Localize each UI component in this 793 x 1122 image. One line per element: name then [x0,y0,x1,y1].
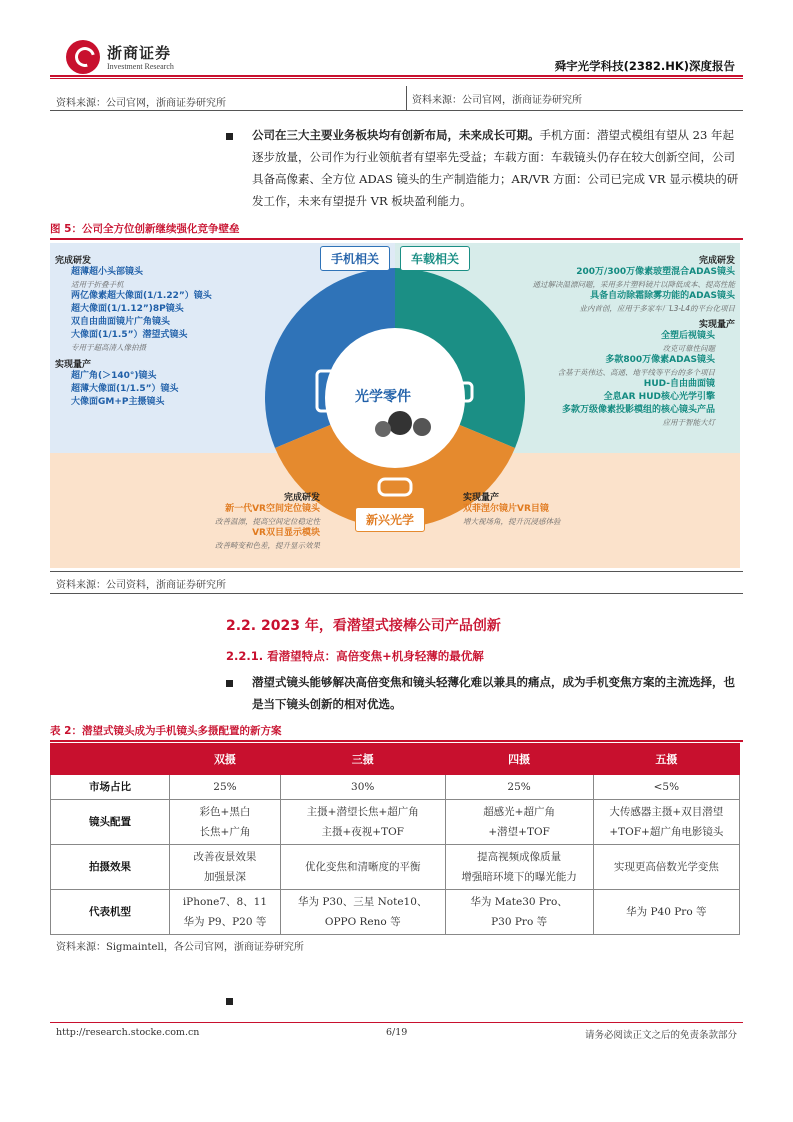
bullet-icon [226,133,233,140]
list-item: 200万/300万像素玻塑混合ADAS镜头 [576,267,735,277]
table-cell: 改善夜景效果 加强景深 [170,845,281,890]
new-optics-right [463,490,663,527]
list-item: 全息AR HUD核心光学引擎 [603,392,715,402]
figure-source: 资料来源：公司资料，浙商证券研究所 [56,580,226,591]
list-item-note: 专用于超高清人像拍摄 [71,343,146,352]
list-item-note: 通过解决温漂问题，采用多片塑料镜片以降低成本、提高性能 [532,280,735,289]
list-item-note: 应用于智能大灯 [662,418,715,427]
table-cell: iPhone7、8、11 华为 P9、P20 等 [170,890,281,935]
list-item: 超薄大像面(1/1.5”）镜头 [71,384,179,394]
list-item: 超大像面(1/1.12”)8P镜头 [71,304,184,314]
table-row-label: 市场占比 [51,775,170,800]
page-number: 6/19 [386,1027,408,1038]
list-item-note: 增大视场角，提升沉浸感体验 [463,517,561,526]
footer-divider [50,1022,743,1023]
list-item: 大像面(1/1.5”）潜望式镜头 [71,330,188,340]
bullet-icon [226,680,233,687]
table-header-cell: 双摄 [170,744,281,775]
section-heading: 2.2. 2023 年，看潜望式接棒公司产品创新 [226,618,501,634]
list-item: 超薄超小头部镜头 [71,267,144,277]
bullet-icon [226,998,233,1005]
divider [50,110,743,111]
list-item-note: 适用于折叠手机 [71,280,124,289]
table-cell: 华为 Mate30 Pro、 P30 Pro 等 [445,890,593,935]
table-row-label: 代表机型 [51,890,170,935]
divider [50,593,743,594]
footer-url[interactable]: http://research.stocke.com.cn [56,1027,200,1038]
footer-disclaimer: 请务必阅读正文之后的免责条款部分 [584,1030,737,1041]
table-row [51,890,740,935]
table-cell: 30% [280,775,445,800]
intro-bold: 公司在三大主要业务板块均有创新布局，未来成长可期。 [252,128,540,142]
table-cell: 25% [445,775,593,800]
header-divider-thin [50,78,743,79]
phone-h2: 实现量产 [55,360,92,370]
list-item-note: 改善温漂，提高空间定位稳定性 [215,517,320,526]
subsection-heading: 2.2.1. 看潜望特点：高倍变焦+机身轻薄的最优解 [226,649,484,663]
intro-paragraph [252,124,740,212]
phone-text [55,253,305,409]
tab-new-optics: 新兴光学 [355,507,425,532]
table-header-row [51,744,740,775]
table-source: 资料来源：Sigmaintell，各公司官网，浙商证券研究所 [56,942,304,953]
table-cell: 优化变焦和清晰度的平衡 [280,845,445,890]
intro-text: 手机方面：潜望式模组有望从 23 年起逐步放量，公司作为行业领航者有望率先受益；车载方面：车载镜头仍存在较大创新空间，公司具备高像素、全方位 ADAS 镜头的生产制造能力；AR/VR 方面：公司已完成 VR 显示模块的研发工作，未来有望提升 VR 板块盈利能力。 [252,128,739,208]
list-item: 两亿像素超大像面(1/1.22”）镜头 [71,291,212,301]
divider [50,571,743,572]
list-item-note: 改善畸变和色差，提升显示效果 [215,541,320,550]
car-h2: 实现量产 [698,320,735,330]
table-top-rule [50,740,743,742]
list-item: VR双目显示模块 [252,528,320,538]
table-row-label: 镜头配置 [51,800,170,845]
list-item: 全塑后视镜头 [660,331,715,341]
list-item: 大像面GM+P主摄镜头 [71,397,165,407]
divider-vertical [406,86,407,110]
list-item: 多款800万像素ADAS镜头 [605,355,715,365]
multi-camera-table [50,743,740,935]
report-title: 舜宇光学科技(2382.HK)深度报告 [554,59,735,73]
table-cell: 超感光+超广角 +潜望+TOF [445,800,593,845]
table-cell: 25% [170,775,281,800]
new-h2: 实现量产 [463,493,500,503]
list-item: 新一代VR空间定位镜头 [225,504,320,514]
table-cell: 华为 P30、三星 Note10、 OPPO Reno 等 [280,890,445,935]
table-cell: <5% [593,775,739,800]
table-header-cell: 五摄 [593,744,739,775]
brand-name-en: Investment Research [107,62,174,71]
new-h1: 完成研发 [283,493,320,503]
car-h1: 完成研发 [698,256,735,266]
table-row [51,800,740,845]
list-item-note: 含基于英伟达、高通、地平线等平台的多个项目 [557,368,715,377]
table-cell: 主摄+潜望长焦+超广角 主摄+夜视+TOF [280,800,445,845]
section-paragraph: 潜望式镜头能够解决高倍变焦和镜头轻薄化难以兼具的痛点，成为手机变焦方案的主流选择，也是当下镜头创新的相对优选。 [252,675,735,711]
innovation-figure [50,243,740,568]
list-item: 具备自动除霜除雾功能的ADAS镜头 [590,291,735,301]
brand-name: 浙商证券 [107,44,172,62]
table-row-label: 拍摄效果 [51,845,170,890]
tab-phone: 手机相关 [320,246,390,271]
figure-top-rule [50,238,743,240]
list-item-note: 攻克可靠性问题 [662,344,715,353]
list-item: 双菲涅尔镜片VR目镜 [463,504,549,514]
phone-h1: 完成研发 [55,256,92,266]
table-cell: 华为 P40 Pro 等 [593,890,739,935]
list-item: 双自由曲面镜片广角镜头 [71,317,171,327]
new-optics-left [160,490,320,551]
table-row [51,775,740,800]
figure-title: 图 5：公司全方位创新继续强化竞争壁垒 [50,223,240,235]
logo-icon [66,40,100,74]
list-item-note: 业内首创，应用于多家车厂L3-L4的平台化项目 [579,304,735,313]
center-label: 光学零件 [355,389,411,405]
list-item: 超广角(＞140°)镜头 [71,371,157,381]
tab-car: 车载相关 [400,246,470,271]
source-note-right: 资料来源：公司官网，浙商证券研究所 [412,95,582,106]
header-divider [50,75,743,77]
table-cell: 大传感器主摄+双目潜望 +TOF+超广角电影镜头 [593,800,739,845]
table-header-cell: 四摄 [445,744,593,775]
table-cell: 彩色+黑白 长焦+广角 [170,800,281,845]
table-header-cell: 三摄 [280,744,445,775]
lens-icon [388,411,412,435]
table-cell: 实现更高倍数光学变焦 [593,845,739,890]
list-item: 多款万级像素投影模组的核心镜头产品 [561,405,715,415]
source-note-left: 资料来源：公司官网，浙商证券研究所 [56,98,226,109]
table-header-cell [51,744,170,775]
list-item: HUD-自由曲面镜 [643,379,715,389]
table-row [51,845,740,890]
table-title: 表 2：潜望式镜头成为手机镜头多摄配置的新方案 [50,725,282,737]
table-cell: 提高视频成像质量 增强暗环境下的曝光能力 [445,845,593,890]
car-text [465,253,735,428]
